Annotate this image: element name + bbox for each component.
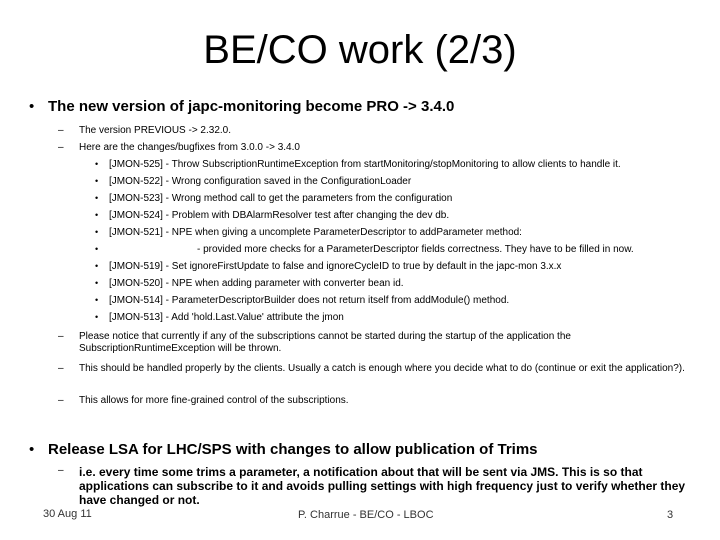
previous-version-text: The version PREVIOUS -> 2.32.0. xyxy=(79,125,232,136)
footer-author: P. Charrue - BE/CO - LBOC xyxy=(298,509,434,521)
change-item: - provided more checks for a ParameterDescriptor fields correctness. They have to be filled in now. xyxy=(197,244,634,255)
change-bullet: • xyxy=(95,244,99,254)
change-bullet: • xyxy=(95,312,99,322)
finegrained-text: This allows for more fine-grained control of the subscriptions. xyxy=(79,395,349,406)
dash-finegrained: – xyxy=(58,395,64,406)
dash-handled: – xyxy=(58,363,64,374)
dash-changes: – xyxy=(58,142,64,153)
change-bullet: • xyxy=(95,210,99,220)
change-bullet: • xyxy=(95,193,99,203)
handled-text: This should be handled properly by the clients. Usually a catch is enough where you decide what to do (continue or exit the application?). xyxy=(79,363,685,374)
change-item: [JMON-519] - Set ignoreFirstUpdate to false and ignoreCycleID to true by default in the japc-mon 3.x.x xyxy=(109,261,562,272)
change-bullet: • xyxy=(95,176,99,186)
change-item: [JMON-525] - Throw SubscriptionRuntimeException from startMonitoring/stopMonitoring to allow clients to handle it. xyxy=(109,159,621,170)
changes-intro-text: Here are the changes/bugfixes from 3.0.0 -> 3.4.0 xyxy=(79,142,300,153)
change-bullet: • xyxy=(95,261,99,271)
dash-trims: – xyxy=(58,465,64,476)
change-bullet: • xyxy=(95,159,99,169)
dash-previous: – xyxy=(58,125,64,136)
section1-heading: The new version of japc-monitoring become PRO -> 3.4.0 xyxy=(48,98,455,115)
section2-heading: Release LSA for LHC/SPS with changes to allow publication of Trims xyxy=(48,441,538,458)
change-item: [JMON-523] - Wrong method call to get the parameters from the configuration xyxy=(109,193,453,204)
change-bullet: • xyxy=(95,278,99,288)
change-item: [JMON-521] - NPE when giving a uncomplete ParameterDescriptor to addParameter method: xyxy=(109,227,522,238)
change-item: [JMON-514] - ParameterDescriptorBuilder does not return itself from addModule() method. xyxy=(109,295,510,306)
bullet-2: • xyxy=(29,441,35,458)
change-item: [JMON-513] - Add 'hold.Last.Value' attribute the jmon xyxy=(109,312,344,323)
footer-date: 30 Aug 11 xyxy=(43,508,92,520)
slide-title: BE/CO work (2/3) xyxy=(203,28,517,72)
bullet-1: • xyxy=(29,98,35,115)
dash-notice: – xyxy=(58,331,64,342)
change-item: [JMON-524] - Problem with DBAlarmResolver test after changing the dev db. xyxy=(109,210,450,221)
change-bullet: • xyxy=(95,295,99,305)
footer-page-number: 3 xyxy=(667,509,674,521)
notice-text: Please notice that currently if any of the subscriptions cannot be started during the startup of the application the SubscriptionRuntimeException will be thrown. xyxy=(79,331,571,354)
change-item: [JMON-520] - NPE when adding parameter with converter bean id. xyxy=(109,278,404,289)
change-item: [JMON-522] - Wrong configuration saved in the ConfigurationLoader xyxy=(109,176,412,187)
trims-detail-text: i.e. every time some trims a parameter, a notification about that will be sent via JMS. This is so that applications can subscribe to it and avoids pulling settings with high frequency just to verify whether they have changed or not. xyxy=(79,465,686,507)
change-bullet: • xyxy=(95,227,99,237)
